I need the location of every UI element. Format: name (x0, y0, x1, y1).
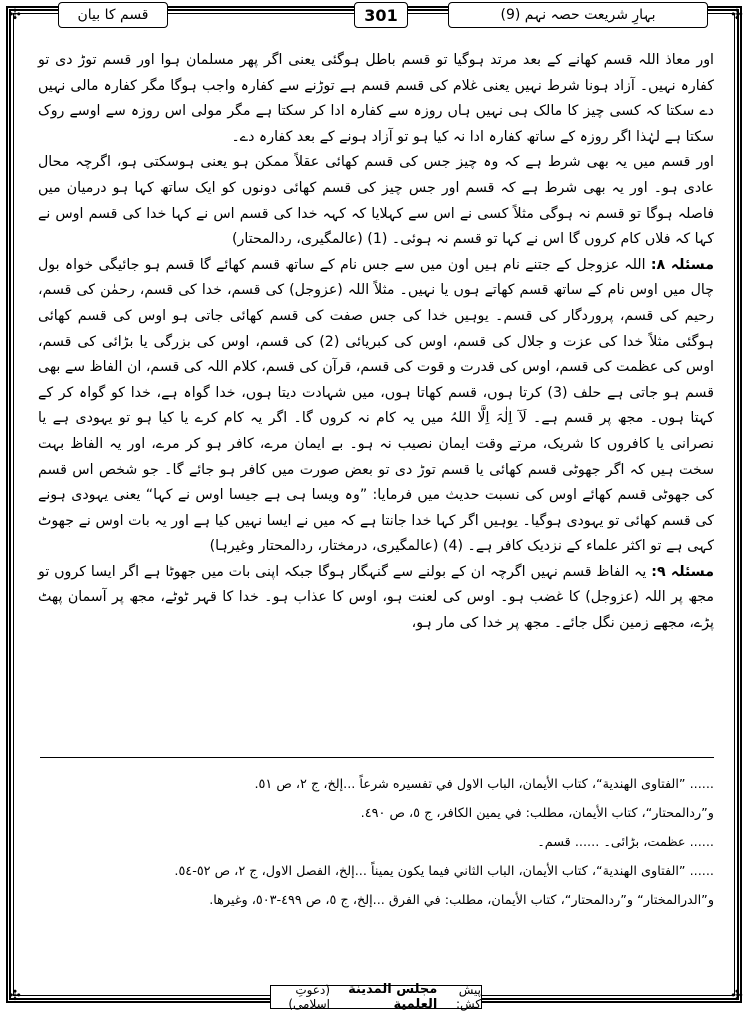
publisher-name: مجلس المدينة العلمية (348, 982, 438, 1012)
footnote: و”ردالمحتار“، کتاب الأيمان، مطلب: في يمين الكافر، ج ٥، ص ٤٩٠. (360, 806, 714, 821)
main-text (38, 48, 714, 637)
corner-ornament-icon: ✣ (731, 988, 743, 1004)
organization-name: (دعوتِ اسلامی) (288, 983, 330, 1011)
chapter-title: قسم کا بیان (58, 2, 168, 28)
masala-text: یہ الفاظ قسم نہیں اگرچہ ان کے بولنے سے گنہگار ہوگا جبکہ اپنی بات میں جھوٹا ہے اگر ایسا کروں تو مجھ پر اللہ (عزوجل) کا غضب ہو۔ اوس کی لعنت ہو، اوس کا عذاب ہو۔ خدا کا قہر ٹوٹے، مجھ پر آسمان پھٹ پڑے، مجھے زمین نگل جائے۔ مجھ پر خدا کی مار ہو، (38, 563, 714, 632)
corner-ornament-icon: ✣ (731, 7, 743, 23)
footnote-separator (40, 757, 714, 758)
masala-text: اللہ عزوجل کے جتنے نام ہیں اون میں سے جس نام کے ساتھ قسم کھائے گا قسم ہو جائیگی خواہ بول چال میں اوس نام کے ساتھ قسم کھاتے ہوں یا نہیں۔ مثلاً اللہ (عزوجل) کی قسم، خدا کی قسم، رحمٰن کی قسم، رحیم کی قسم، پروردگار کی قسم۔ یوہیں خدا کی جس صفت کی قسم کھائی جاتی ہو اوس کی قسم کھائی ہوگئی مثلاً خدا کی عزت و جلال کی قسم، اوس کی کبریائی (2) کی قسم، اوس کی بزرگی یا بڑائی کی قسم، اوس کی عظمت کی قسم، اوس کی قدرت و قوت کی قسم، قرآن کی قسم، کلام اللہ کی قسم، ان الفاظ سے بھی قسم ہو جاتی ہے حلف (3) کرتا ہوں، قسم کھاتا ہوں، میں شہادت دیتا ہوں، خدا گواہ ہے، خدا کو گواہ کر کے کہتا ہوں۔ مجھ پر قسم ہے۔ لَآ اِلٰہَ اِلَّا اللہُ میں یہ کام نہ کروں گا۔ اگر یہ کام کرے یا کیا ہو تو یہودی ہے یا نصرانی یا کافروں کا شریک، مرتے وقت ایمان نصیب نہ ہو۔ بے ایمان مرے، کافر ہو کر مرے، اور یہ الفاظ بہت سخت ہیں کہ اگر جھوٹی قسم کھائی یا قسم توڑ دی تو بعض صورت میں کافر ہو جائے گا۔ جو شخص اس قسم کی جھوٹی قسم کھائے اوس کی نسبت حدیث میں فرمایا: ”وہ ویسا ہی ہے جیسا اوس نے کہا“ یعنی یہودی ہونے کی قسم کھائی تو یہودی ہوگیا۔ یوہیں اگر کہا خدا جانتا ہے کہ میں نے ایسا نہیں کیا ہے اور یہ بات اوس نے جھوٹ کہی ہے تو اکثر علماء کے نزدیک کافر ہے۔ (4) (عالمگیری، درمختار، ردالمحتار وغیرہا) (38, 256, 714, 555)
footnote: و”الدرالمختار“ و”ردالمحتار“، کتاب الأيمان، مطلب: في الفرق ...إلخ، ج ٥، ص ٤٩٩-٥٠٣، وغيرها. (209, 893, 714, 908)
page-number: 301 (354, 2, 408, 28)
masala-8 (38, 253, 714, 560)
masala-9 (38, 560, 714, 637)
masala-label: مسئلہ ۹: (651, 563, 715, 580)
footnote: ...... ”الفتاوی الهندية“، کتاب الأيمان، الباب الاول في تفسيره شرعاً ...إلخ، ج ٢، ص ٥١. (254, 777, 714, 792)
footnotes (38, 773, 714, 918)
paragraph: اور معاذ اللہ قسم کھانے کے بعد مرتد ہوگیا تو قسم باطل ہوگئی یعنی اگر پھر مسلمان ہوا اور قسم توڑ دی تو کفارہ نہیں۔ آزاد ہونا شرط نہیں یعنی غلام کی قسم قسم ہے توڑنے سے کفارہ واجب ہوگا مگر کفارہ مالی نہیں دے سکتا کہ کسی چیز کا مالک ہی نہیں ہاں روزہ سے کفارہ ادا کر سکتا ہے مگر مولی اس روزہ سے اوسے روک سکتا ہے لہٰذا اگر روزہ کے ساتھ کفارہ ادا نہ کیا ہو تو آزاد ہونے کے بعد کفارہ دے۔ (38, 52, 714, 145)
footnote: ...... عظمت، بڑائی۔ ...... قسم۔ (537, 835, 714, 850)
paragraph: اور قسم میں یہ بھی شرط ہے کہ وہ چیز جس کی قسم کھائی عقلاً ممکن ہو یعنی ہوسکتی ہو، اگرچہ محال عادی ہو۔ اور یہ بھی شرط ہے کہ قسم اور جس چیز کی قسم کھائی دونوں کو ایک ساتھ کہا ہو درمیان میں فاصلہ ہوگا تو قسم نہ ہوگی مثلاً کسی نے اس سے کہلایا کہ کہہ خدا کی قسم اس نے کہا خدا کی قسم اوس نے کہا کہ فلاں کام کروں گا اس نے کہا تو قسم نہ ہوئی۔ (1) (عالمگیری، ردالمحتار) (38, 154, 714, 248)
page-footer (270, 982, 482, 1012)
corner-ornament-icon: ✣ (9, 988, 21, 1004)
footer-prefix: پیش کش: (455, 983, 481, 1011)
masala-label: مسئلہ ۸: (650, 256, 714, 273)
book-title: بہارِ شریعت حصہ نہم (9) (448, 2, 708, 28)
footnote: ...... ”الفتاوی الهندية“، کتاب الأيمان، الباب الثاني فيما يكون يميناً ...إلخ، الفصل الاول، ج ٢، ص ٥٢-٥٤. (174, 864, 714, 879)
corner-ornament-icon: ✣ (9, 7, 21, 23)
page-header (34, 2, 718, 32)
